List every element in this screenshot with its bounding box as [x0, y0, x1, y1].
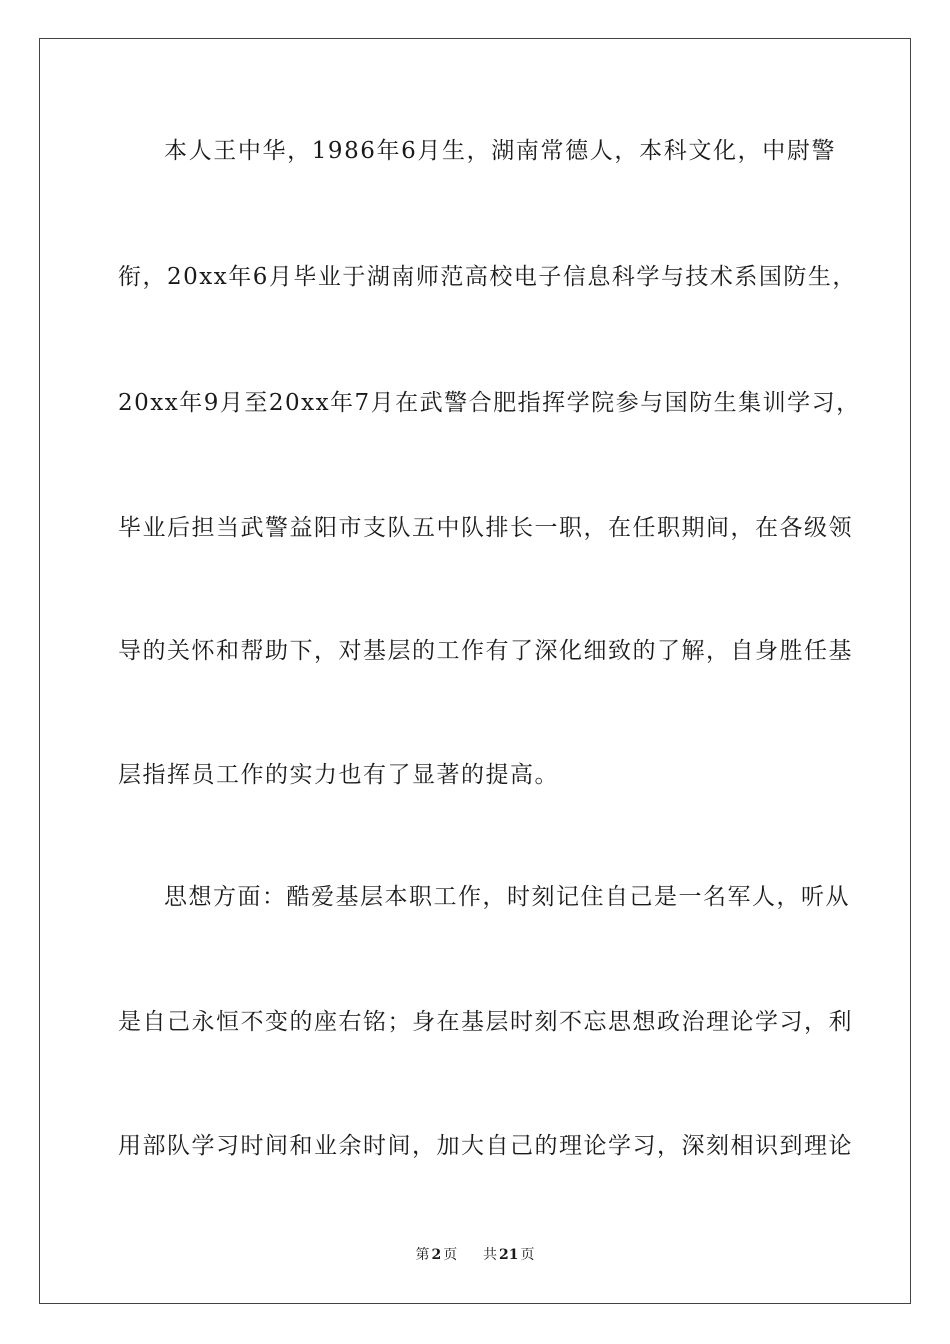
- total-pages-indicator: [481, 1247, 536, 1263]
- total-pages: 21: [499, 1247, 519, 1263]
- paragraph-line: 毕业后担当武警益阳市支队五中队排长一职，在任职期间，在各级领: [118, 515, 853, 541]
- page-indicator: [413, 1247, 459, 1263]
- paragraph-line: 用部队学习时间和业余时间，加大自己的理论学习，深刻相识到理论: [118, 1133, 853, 1159]
- page-prefix: 第: [415, 1247, 430, 1263]
- page-suffix: 页: [443, 1247, 458, 1263]
- paragraph-line: 层指挥员工作的实力也有了显著的提高。: [118, 762, 559, 788]
- total-prefix: 共: [483, 1247, 498, 1263]
- paragraph-line: 衔，20xx年6月毕业于湖南师范高校电子信息科学与技术系国防生，: [118, 264, 857, 290]
- paragraph-line: 思想方面：酷爱基层本职工作，时刻记住自己是一名军人，听从: [164, 884, 850, 910]
- paragraph-line: 本人王中华，1986年6月生，湖南常德人，本科文化，中尉警: [164, 138, 836, 164]
- paragraph-line: 是自己永恒不变的座右铭；身在基层时刻不忘思想政治理论学习，利: [118, 1009, 853, 1035]
- paragraph-line: 导的关怀和帮助下，对基层的工作有了深化细致的了解，自身胜任基: [118, 638, 853, 664]
- page-footer: [0, 1244, 950, 1264]
- paragraph-line: 20xx年9月至20xx年7月在武警合肥指挥学院参与国防生集训学习，: [118, 390, 861, 416]
- total-suffix: 页: [520, 1247, 535, 1263]
- page-border: [39, 38, 911, 1304]
- page-number: 2: [431, 1247, 442, 1263]
